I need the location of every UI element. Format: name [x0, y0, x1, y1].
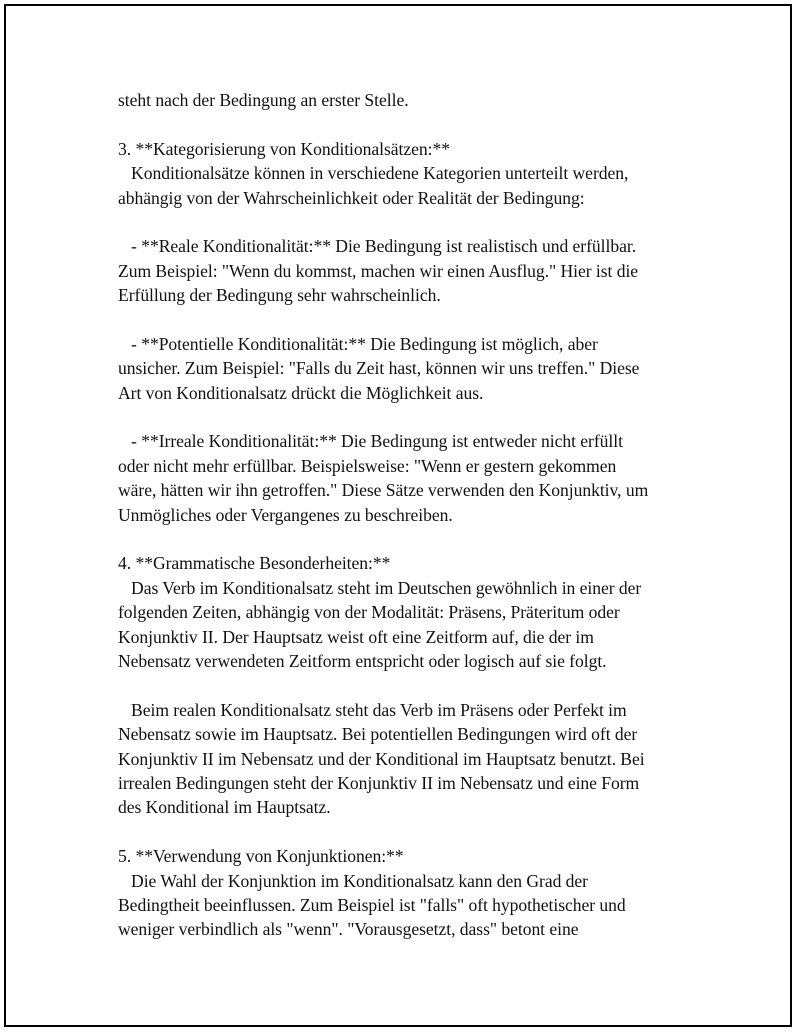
text-line: Art von Konditionalsatz drückt die Möglichkeit aus.: [118, 382, 484, 403]
text-line: Unmögliches oder Vergangenes zu beschreiben.: [118, 504, 453, 525]
text-line: Nebensatz sowie im Hauptsatz. Bei potentiellen Bedingungen wird oft der: [118, 724, 638, 745]
text-line: folgenden Zeiten, abhängig von der Modalität: Präsens, Präteritum oder: [118, 602, 620, 623]
blank-line: [118, 527, 698, 551]
text-line: Bedingtheit beeinflussen. Zum Beispiel ist "falls" oft hypothetischer und: [118, 894, 626, 915]
text-line: - **Potentielle Konditionalität:** Die Bedingung ist möglich, aber: [118, 333, 598, 354]
blank-line: [118, 210, 698, 234]
blank-line: [118, 820, 698, 844]
text-line: unsicher. Zum Beispiel: "Falls du Zeit hast, können wir uns treffen." Diese: [118, 358, 640, 379]
text-line: Beim realen Konditionalsatz steht das Verb im Präsens oder Perfekt im: [118, 699, 627, 720]
text-line: steht nach der Bedingung an erster Stelle.: [118, 90, 409, 110]
text-line: Zum Beispiel: "Wenn du kommst, machen wir einen Ausflug." Hier ist die: [118, 260, 639, 281]
text-line: - **Reale Konditionalität:** Die Bedingung ist realistisch und erfüllbar.: [118, 236, 637, 257]
text-line: des Konditional im Hauptsatz.: [118, 797, 331, 818]
text-line: 3. **Kategorisierung von Konditionalsätzen:**: [118, 138, 450, 159]
text-line: Die Wahl der Konjunktion im Konditionalsatz kann den Grad der: [118, 870, 588, 891]
blank-line: [118, 673, 698, 697]
text-line: Das Verb im Konditionalsatz steht im Deutschen gewöhnlich in einer der: [118, 577, 642, 598]
text-line: Erfüllung der Bedingung sehr wahrscheinlich.: [118, 285, 441, 306]
text-line: Nebensatz verwendeten Zeitform entspricht oder logisch auf sie folgt.: [118, 650, 607, 671]
text-line: abhängig von der Wahrscheinlichkeit oder Realität der Bedingung:: [118, 187, 585, 208]
text-line: wäre, hätten wir ihn getroffen." Diese Sätze verwenden den Konjunktiv, um: [118, 480, 649, 501]
text-line: irrealen Bedingungen steht der Konjunktiv II im Nebensatz und eine Form: [118, 772, 640, 793]
text-line: Konditionalsätze können in verschiedene Kategorien unterteilt werden,: [118, 163, 629, 184]
text-line: - **Irreale Konditionalität:** Die Bedingung ist entweder nicht erfüllt: [118, 431, 623, 452]
blank-line: [118, 112, 698, 136]
text-line: Konjunktiv II im Nebensatz und der Konditional im Hauptsatz benutzt. Bei: [118, 748, 645, 769]
text-line: Konjunktiv II. Der Hauptsatz weist oft eine Zeitform auf, die der im: [118, 626, 594, 647]
blank-line: [118, 308, 698, 332]
text-line: 5. **Verwendung von Konjunktionen:**: [118, 846, 404, 867]
blank-line: [118, 405, 698, 429]
document-body: [118, 88, 698, 942]
text-line: weniger verbindlich als "wenn". "Vorausgesetzt, dass" betont eine: [118, 919, 579, 940]
text-line: 4. **Grammatische Besonderheiten:**: [118, 553, 391, 574]
text-line: oder nicht mehr erfüllbar. Beispielsweise: "Wenn er gestern gekommen: [118, 455, 617, 476]
